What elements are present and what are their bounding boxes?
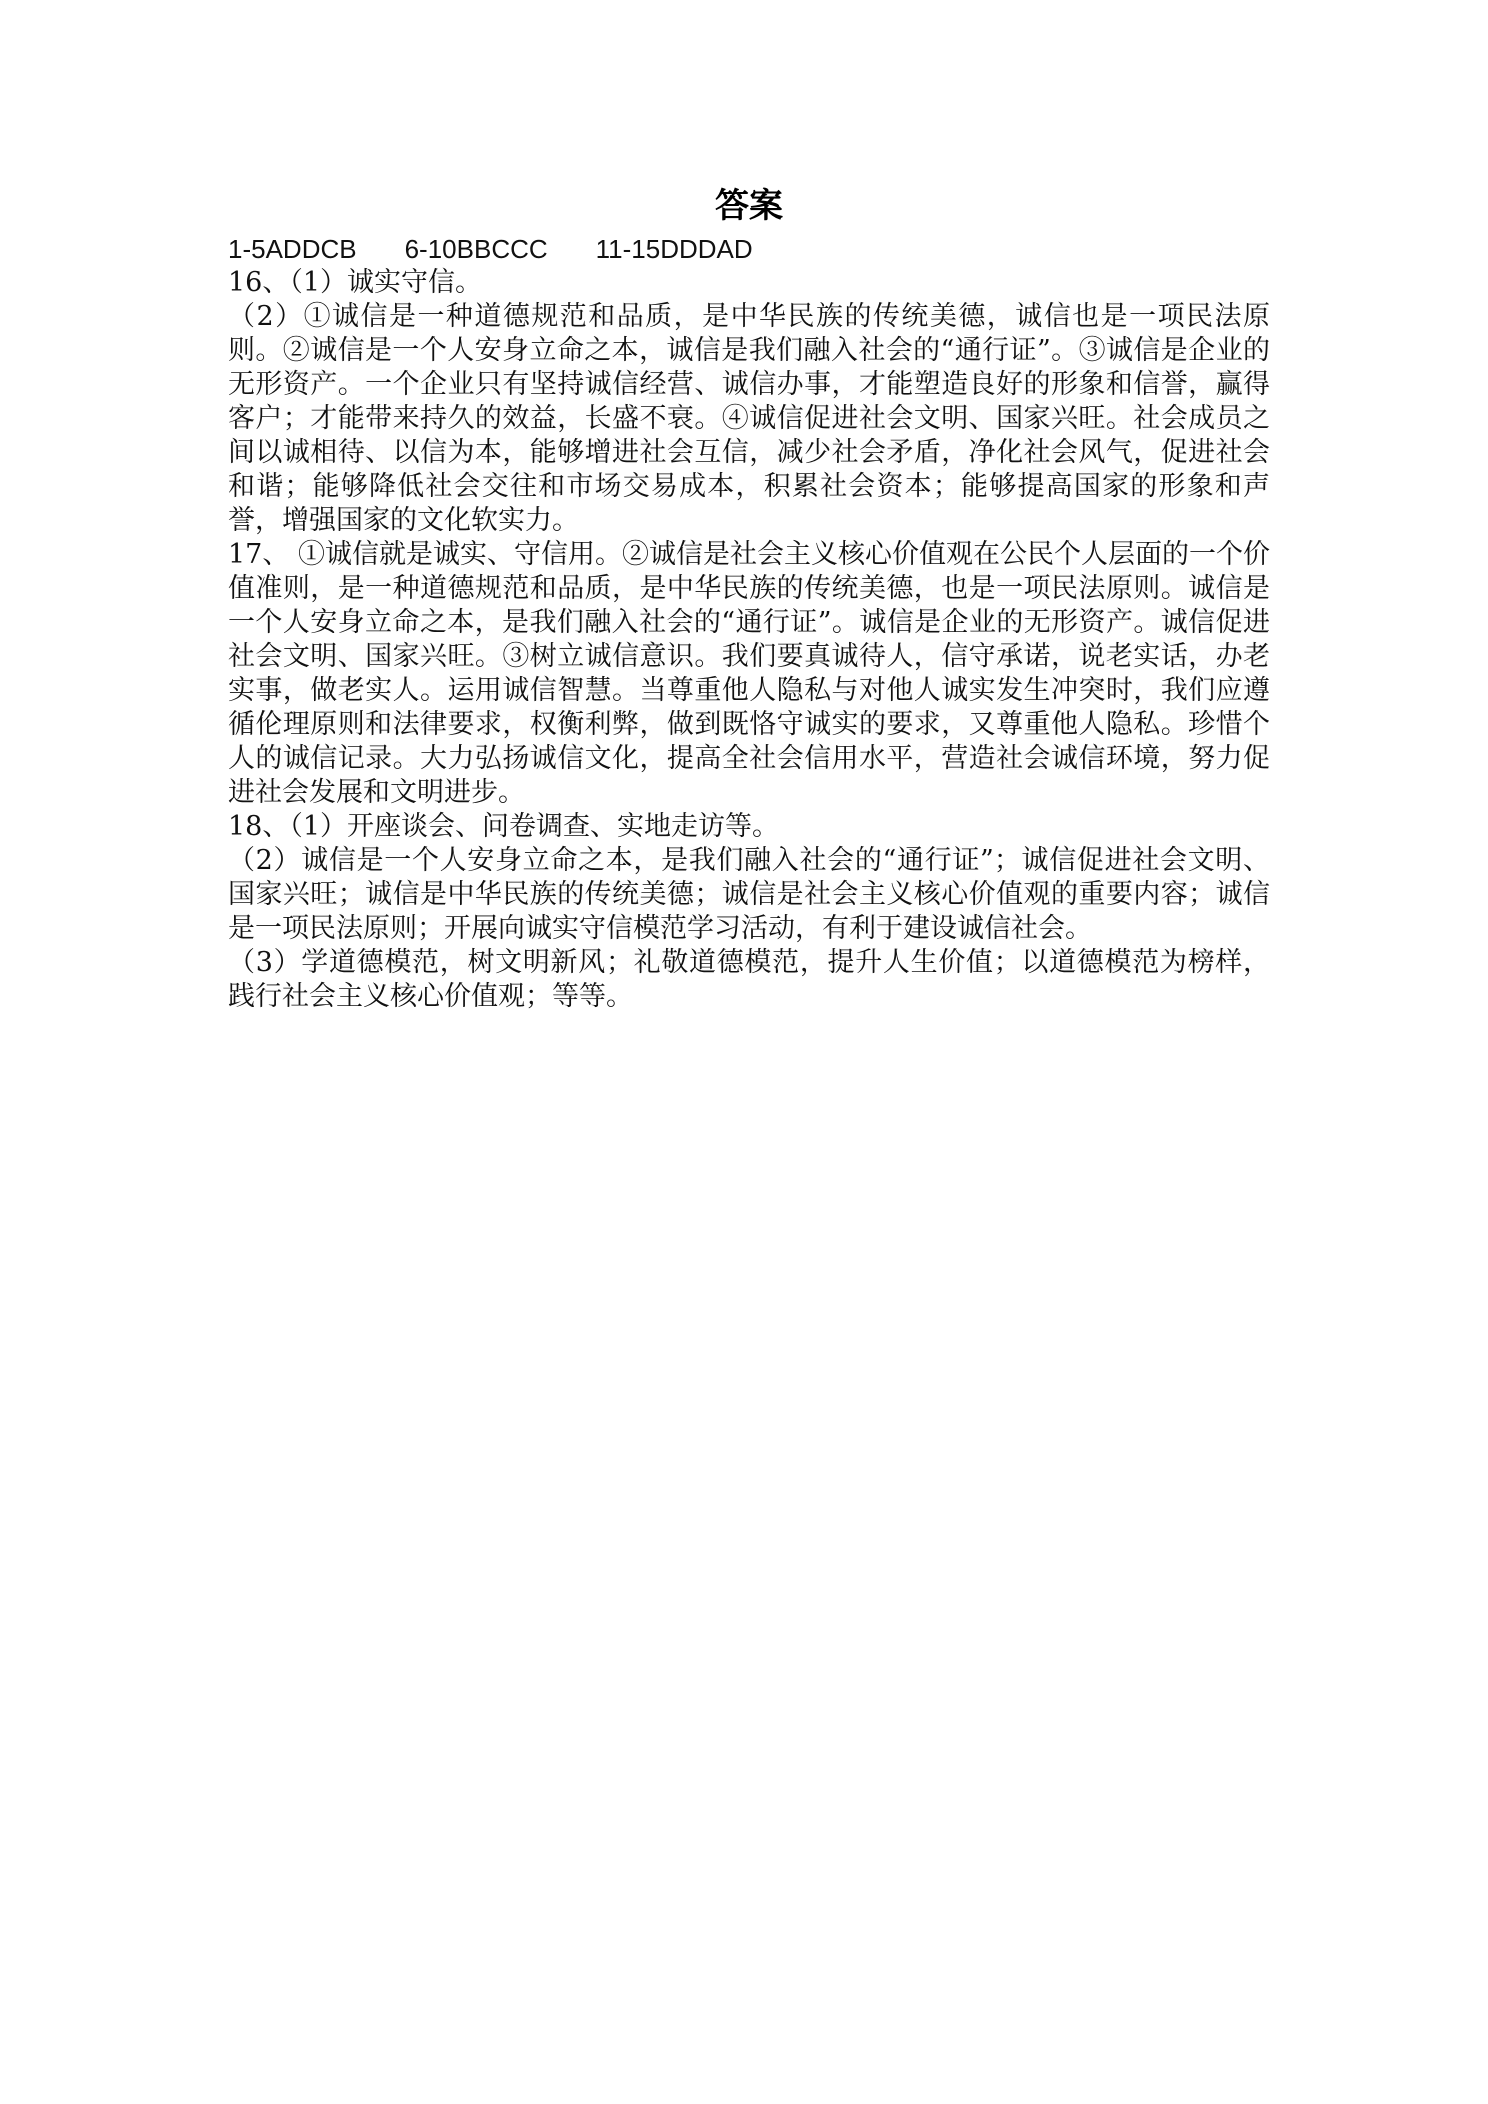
choice-answer-6-10: 6-10BBCCC: [404, 234, 548, 264]
answer-17: 17、 ①诚信就是诚实、守信用。②诚信是社会主义核心价值观在公民个人层面的一个价值准则，是一种道德规范和品质，是中华民族的传统美德，也是一项民法原则。诚信是一个人安身立命之本，是我们融入社会的“通行证”。诚信是企业的无形资产。诚信促进社会文明、国家兴旺。③树立诚信意识。我们要真诚待人，信守承诺，说老实话，办老实事，做老实人。运用诚信智慧。当尊重他人隐私与对他人诚实发生冲突时，我们应遵循伦理原则和法律要求，权衡利弊，做到既恪守诚实的要求，又尊重他人隐私。珍惜个人的诚信记录。大力弘扬诚信文化，提高全社会信用水平，营造社会诚信环境，努力促进社会发展和文明进步。: [228, 539, 1270, 808]
choice-answer-1-5: 1-5ADDCB: [228, 234, 357, 264]
page-title: 答案: [715, 186, 783, 226]
answer-document: [228, 180, 1270, 1014]
answer-16-part-1: 16、（1）诚实守信。: [228, 267, 483, 298]
answer-18-part-2: （2）诚信是一个人安身立命之本，是我们融入社会的“通行证”；诚信促进社会文明、国家兴旺；诚信是中华民族的传统美德；诚信是社会主义核心价值观的重要内容；诚信是一项民法原则；开展向诚实守信模范学习活动，有利于建设诚信社会。: [228, 845, 1270, 944]
answer-16-part-2: （2）①诚信是一种道德规范和品质，是中华民族的传统美德，诚信也是一项民法原则。②诚信是一个人安身立命之本，诚信是我们融入社会的“通行证”。③诚信是企业的无形资产。一个企业只有坚持诚信经营、诚信办事，才能塑造良好的形象和信誉，赢得客户；才能带来持久的效益，长盛不衰。④诚信促进社会文明、国家兴旺。社会成员之间以诚相待、以信为本，能够增进社会互信，减少社会矛盾，净化社会风气，促进社会和谐；能够降低社会交往和市场交易成本，积累社会资本；能够提高国家的形象和声誉，增强国家的文化软实力。: [228, 301, 1270, 536]
choice-answer-11-15: 11-15DDDAD: [595, 234, 753, 264]
answer-18-part-3: （3）学道德模范，树文明新风；礼敬道德模范，提升人生价值；以道德模范为榜样，践行社会主义核心价值观；等等。: [228, 947, 1270, 1012]
choice-answers: [228, 232, 1270, 266]
answer-18-part-1: 18、（1）开座谈会、问卷调查、实地走访等。: [228, 811, 780, 842]
